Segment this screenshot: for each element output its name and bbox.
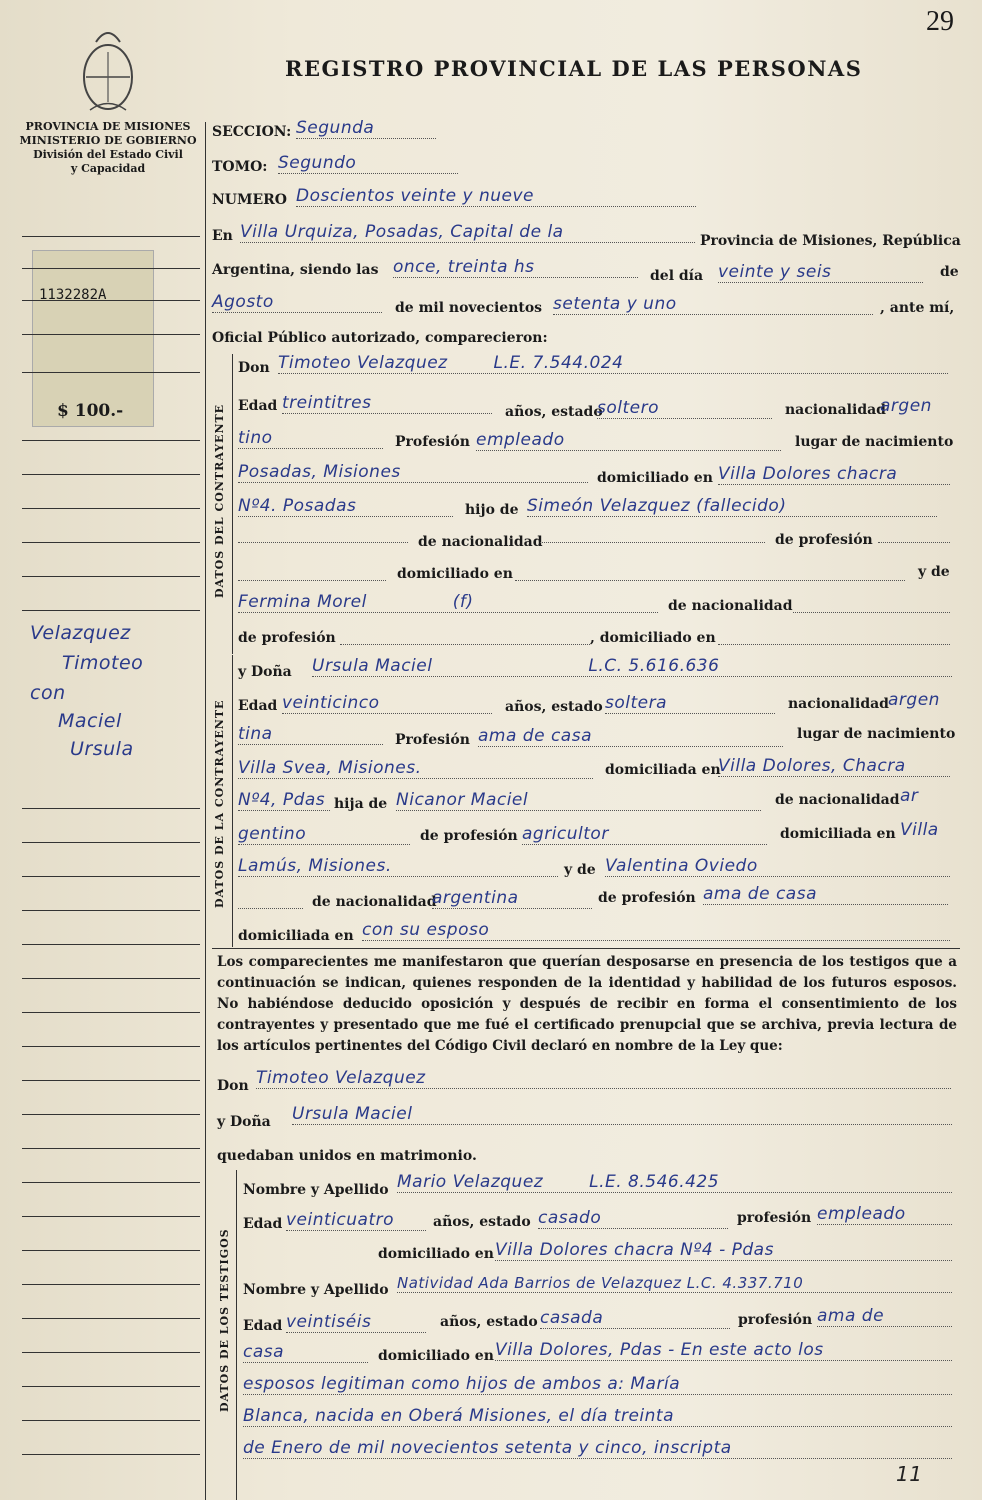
bride-prof: ama de casa xyxy=(478,726,783,747)
letterhead xyxy=(18,120,198,176)
intro-de: de xyxy=(940,264,959,280)
label-y-de-2: y de xyxy=(564,862,596,878)
label-domiciliada-en: domiciliada en xyxy=(605,762,721,778)
witness2-note2: Blanca, nacida en Oberá Misiones, el día treinta xyxy=(243,1406,952,1427)
groom-prof: empleado xyxy=(476,430,781,451)
margin-note-line: Maciel xyxy=(58,710,122,732)
groom-dom: Villa Dolores chacra xyxy=(718,464,950,485)
groom-doc: L.E. 7.544.024 xyxy=(493,353,624,373)
bride-birth: Villa Svea, Misiones. xyxy=(238,758,593,779)
label-de-profesion-4: de profesión xyxy=(598,890,696,906)
bride-father-nac2: gentino xyxy=(238,824,410,845)
groom-father: Simeón Velazquez (fallecido) xyxy=(527,496,937,517)
label-edad-4: Edad xyxy=(243,1318,283,1334)
bride-name xyxy=(312,656,952,677)
label-domiciliado-en-5: domiciliado en xyxy=(378,1348,494,1364)
tomo-label: TOMO: xyxy=(212,159,268,175)
intro-de-mil: de mil novecientos xyxy=(395,300,543,316)
intro-year: setenta y uno xyxy=(553,294,873,315)
label-de-profesion-2: de profesión xyxy=(238,630,336,646)
intro-place: Villa Urquiza, Posadas, Capital de la xyxy=(240,222,695,243)
label-edad-3: Edad xyxy=(243,1216,283,1232)
bride-doc: L.C. 5.616.636 xyxy=(588,656,720,676)
label-y-dona-2: y Doña xyxy=(217,1114,271,1130)
margin-note-line: Ursula xyxy=(70,738,134,760)
witness2-estado: casada xyxy=(540,1308,730,1329)
witness1-prof: empleado xyxy=(817,1204,952,1225)
bride-dom: Villa Dolores, Chacra xyxy=(718,756,950,777)
bride-father-prof: agricultor xyxy=(522,824,767,845)
letterhead-line: PROVINCIA DE MISIONES xyxy=(25,120,191,133)
label-anos-estado-3: años, estado xyxy=(433,1214,531,1230)
label-hija-de: hija de xyxy=(334,796,388,812)
label-domiciliada-en-3: domiciliada en xyxy=(238,928,354,944)
label-domiciliada-en-2: domiciliada en xyxy=(780,826,896,842)
intro-oficial: Oficial Público autorizado, comparecieron: xyxy=(212,330,548,346)
witness1-doc: L.E. 8.546.425 xyxy=(589,1172,720,1192)
label-domiciliado-en: domiciliado en xyxy=(597,470,713,486)
groom-mother-text: Fermina Morel xyxy=(238,592,367,612)
bride-mother: Valentina Oviedo xyxy=(605,856,950,877)
intro-argentina: Argentina, siendo las xyxy=(212,262,379,278)
bride-dom2: Nº4, Pdas xyxy=(238,790,330,811)
bride-father-dom: Villa xyxy=(900,820,939,840)
bride-name-text: Ursula Maciel xyxy=(312,656,433,676)
witness1-name xyxy=(397,1172,952,1193)
witness1-age: veinticuatro xyxy=(286,1210,426,1231)
bride-nac: argen xyxy=(888,690,940,710)
bride-father-dom2: Lamús, Misiones. xyxy=(238,856,558,877)
label-de-profesion-3: de profesión xyxy=(420,828,518,844)
label-hijo-de: hijo de xyxy=(465,502,519,518)
witness2-prof: ama de xyxy=(817,1306,952,1327)
label-don-2: Don xyxy=(217,1078,249,1094)
groom-dom2: Nº4. Posadas xyxy=(238,496,453,517)
bride-estado: soltera xyxy=(605,693,775,714)
intro-month: Agosto xyxy=(212,292,382,313)
groom-birth: Posadas, Misiones xyxy=(238,462,588,483)
label-profesion-3: profesión xyxy=(737,1210,812,1226)
bride-nac2: tina xyxy=(238,724,383,745)
bride-mother-nac: argentina xyxy=(432,888,592,909)
bride-father: Nicanor Maciel xyxy=(396,790,761,811)
label-nacionalidad: nacionalidad xyxy=(785,402,886,418)
label-y-de: y de xyxy=(918,564,950,580)
tomo-value: Segundo xyxy=(278,153,458,174)
intro-time: once, treinta hs xyxy=(393,257,638,278)
witness2-age: veintiséis xyxy=(286,1312,426,1333)
declared-dona: Ursula Maciel xyxy=(292,1104,952,1125)
label-edad-2: Edad xyxy=(238,698,278,714)
label-anos-estado-2: años, estado xyxy=(505,699,603,715)
side-label-witnesses: DATOS DE LOS TESTIGOS xyxy=(218,1228,231,1412)
label-de-nacionalidad: de nacionalidad xyxy=(418,534,543,550)
footer-mark: 11 xyxy=(896,1462,923,1486)
label-profesion: Profesión xyxy=(395,434,470,450)
label-de-profesion: de profesión xyxy=(775,532,873,548)
label-nombre-apellido-2: Nombre y Apellido xyxy=(243,1282,389,1298)
groom-estado: soltero xyxy=(597,398,772,419)
label-lugar-nacimiento-2: lugar de nacimiento xyxy=(797,726,956,742)
revenue-stamp xyxy=(32,250,154,427)
label-profesion-2: Profesión xyxy=(395,732,470,748)
label-don: Don xyxy=(238,360,270,376)
groom-nac: argen xyxy=(880,396,932,416)
intro-day: veinte y seis xyxy=(718,262,923,283)
side-label-groom: DATOS DEL CONTRAYENTE xyxy=(213,403,226,598)
seccion-value: Segunda xyxy=(296,118,436,139)
stamp-serial: 1132282A xyxy=(39,287,107,303)
label-domiciliado-en-2: domiciliado en xyxy=(397,566,513,582)
witness1-dom: Villa Dolores chacra Nº4 - Pdas xyxy=(495,1240,952,1261)
page-number: 29 xyxy=(926,6,954,37)
label-de-nacionalidad-4: de nacionalidad xyxy=(312,894,437,910)
label-nacionalidad-2: nacionalidad xyxy=(788,696,889,712)
groom-name-text: Timoteo Velazquez xyxy=(278,353,448,373)
label-profesion-4: profesión xyxy=(738,1312,813,1328)
groom-mother xyxy=(238,592,658,613)
witness1-name-text: Mario Velazquez xyxy=(397,1172,544,1192)
label-anos-estado-4: años, estado xyxy=(440,1314,538,1330)
intro-ante-mi: , ante mí, xyxy=(880,300,955,316)
stamp-value: $ 100.- xyxy=(57,401,124,421)
label-quedaban: quedaban unidos en matrimonio. xyxy=(217,1148,477,1164)
seccion-label: SECCION: xyxy=(212,124,292,140)
letterhead-line: MINISTERIO DE GOBIERNO xyxy=(19,134,197,147)
label-de-nacionalidad-2: de nacionalidad xyxy=(668,598,793,614)
intro-prov: Provincia de Misiones, República xyxy=(700,233,961,249)
letterhead-line: División del Estado Civil xyxy=(33,148,183,161)
bride-age: veinticinco xyxy=(282,693,492,714)
label-domiciliado-en-3: , domiciliado en xyxy=(590,630,716,646)
bride-father-nac: ar xyxy=(900,786,919,806)
declared-don: Timoteo Velazquez xyxy=(256,1068,951,1089)
witness2-note1: esposos legitiman como hijos de ambos a: María xyxy=(243,1374,952,1395)
margin-note-line: Timoteo xyxy=(62,652,144,674)
label-de-nacionalidad-3: de nacionalidad xyxy=(775,792,900,808)
intro-del-dia: del día xyxy=(650,268,704,284)
label-anos-estado: años, estado xyxy=(505,404,603,420)
label-edad: Edad xyxy=(238,398,278,414)
margin-note-line: con xyxy=(30,682,66,704)
label-nombre-apellido: Nombre y Apellido xyxy=(243,1182,389,1198)
groom-mother-note: (f) xyxy=(452,592,474,612)
label-lugar-nacimiento: lugar de nacimiento xyxy=(795,434,954,450)
declaration-paragraph: Los comparecientes me manifestaron que querían desposarse en presencia de los testigos que a continuación se indican, quienes responden de la identidad y habilidad de los futuros esposos. No habiéndose deducido oposición y después de recibir en forma el consentimiento de los contrayentes y presentado que me fué el certificado prenupcial que se archiva, previa lectura de los artículos pertinentes del Código Civil declaró en nombre de la Ley que: xyxy=(217,954,957,1054)
witness2-name: Natividad Ada Barrios de Velazquez L.C. 4.337.710 xyxy=(397,1274,952,1293)
label-y-dona: y Doña xyxy=(238,664,292,680)
bride-mother-prof: ama de casa xyxy=(703,884,948,905)
numero-label: NUMERO xyxy=(212,192,288,208)
numero-value: Doscientos veinte y nueve xyxy=(296,186,696,207)
label-domiciliado-en-4: domiciliado en xyxy=(378,1246,494,1262)
groom-age: treintitres xyxy=(282,393,492,414)
witness2-prof2: casa xyxy=(243,1342,368,1363)
intro-en: En xyxy=(212,228,233,244)
witness2-note3: de Enero de mil novecientos setenta y cinco, inscripta xyxy=(243,1438,952,1459)
coat-of-arms-icon xyxy=(78,22,138,117)
bride-mother-dom: con su esposo xyxy=(362,920,950,941)
groom-nac2: tino xyxy=(238,428,383,449)
side-label-bride: DATOS DE LA CONTRAYENTE xyxy=(213,699,226,908)
witness2-dom: Villa Dolores, Pdas - En este acto los xyxy=(495,1340,952,1361)
document-title: REGISTRO PROVINCIAL DE LAS PERSONAS xyxy=(285,56,863,81)
groom-name xyxy=(278,353,948,374)
margin-note-line: Velazquez xyxy=(30,622,131,644)
witness1-estado: casado xyxy=(538,1208,728,1229)
letterhead-line: y Capacidad xyxy=(70,162,146,175)
margin-note xyxy=(30,622,143,766)
